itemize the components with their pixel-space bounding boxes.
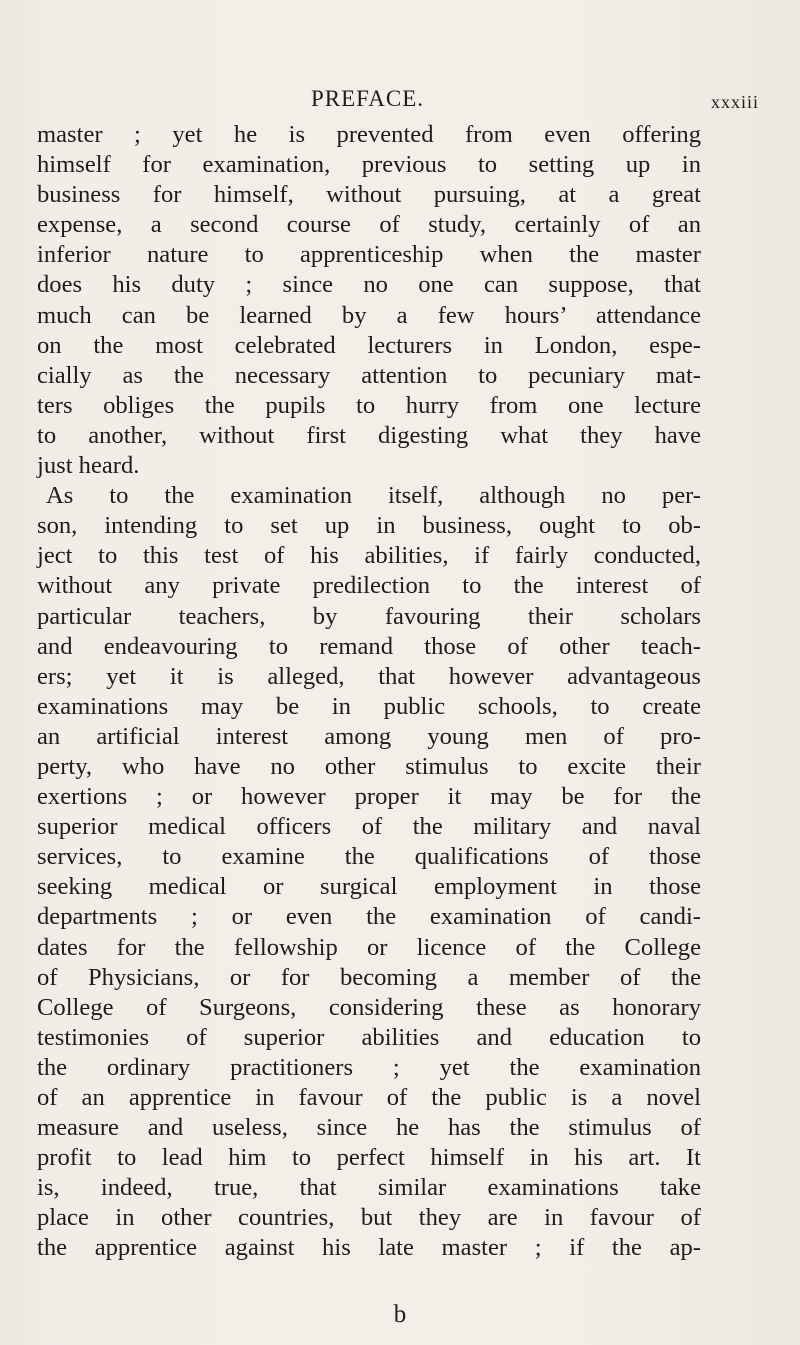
text-line: of an apprentice in favour of the public is a novel	[37, 1084, 701, 1111]
text-line: master ; yet he is prevented from even offering	[37, 121, 701, 148]
text-line: is, indeed, true, that similar examinations take	[37, 1174, 701, 1202]
text-line: testimonies of superior abilities and education to	[37, 1023, 701, 1051]
text-line: of Physicians, or for becoming a member of the	[37, 963, 701, 991]
text-line: the apprentice against his late master ; if the ap-	[37, 1234, 701, 1262]
running-head	[0, 86, 800, 118]
text-line: seeking medical or surgical employment in those	[37, 873, 701, 901]
text-line: College of Surgeons, considering these as honorary	[37, 993, 701, 1021]
text-line: particular teachers, by favouring their scholars	[37, 602, 701, 630]
text-line: cially as the necessary attention to pecuniary mat-	[37, 361, 701, 389]
text-line: himself for examination, previous to setting up in	[37, 151, 701, 179]
text-line: ers; yet it is alleged, that however advantageous	[37, 662, 701, 690]
text-line: business for himself, without pursuing, at a great	[37, 181, 701, 209]
text-line: on the most celebrated lecturers in London, espe-	[37, 331, 701, 359]
text-line: services, to examine the qualifications of those	[37, 843, 701, 871]
text-line: profit to lead him to perfect himself in his art. It	[37, 1144, 701, 1172]
text-line: ters obliges the pupils to hurry from one lecture	[37, 391, 701, 419]
text-line: an artificial interest among young men of pro-	[37, 722, 701, 750]
text-line: dates for the fellowship or licence of the College	[37, 933, 701, 961]
text-line: measure and useless, since he has the stimulus of	[37, 1114, 701, 1142]
text-line: examinations may be in public schools, to create	[37, 692, 701, 720]
text-line: does his duty ; since no one can suppose, that	[37, 271, 701, 299]
text-line: departments ; or even the examination of candi-	[37, 903, 701, 931]
text-line: to another, without first digesting what they have	[37, 421, 701, 449]
text-line: expense, a second course of study, certainly of an	[37, 211, 701, 239]
text-line: the ordinary practitioners ; yet the examination	[37, 1053, 701, 1081]
text-line-paragraph-start: As to the examination itself, although no per-	[46, 482, 701, 510]
text-line: without any private predilection to the interest of	[37, 572, 701, 600]
page-number: xxxiii	[711, 92, 760, 112]
text-line: much can be learned by a few hours’ attendance	[37, 301, 701, 329]
text-line: place in other countries, but they are in favour of	[37, 1204, 701, 1232]
text-line-paragraph-end: just heard.	[37, 452, 140, 480]
text-line: exertions ; or however proper it may be for the	[37, 783, 701, 811]
text-line: superior medical officers of the military and naval	[37, 813, 701, 841]
text-line: perty, who have no other stimulus to excite their	[37, 752, 701, 780]
text-line: inferior nature to apprenticeship when the master	[37, 241, 701, 269]
signature-mark: b	[393, 1301, 407, 1328]
running-head-title: PREFACE.	[311, 86, 425, 111]
text-line: son, intending to set up in business, ought to ob-	[37, 512, 701, 540]
body-text	[37, 120, 701, 1264]
text-line: ject to this test of his abilities, if fairly conducted,	[37, 542, 701, 570]
text-line: and endeavouring to remand those of other teach-	[37, 632, 701, 660]
